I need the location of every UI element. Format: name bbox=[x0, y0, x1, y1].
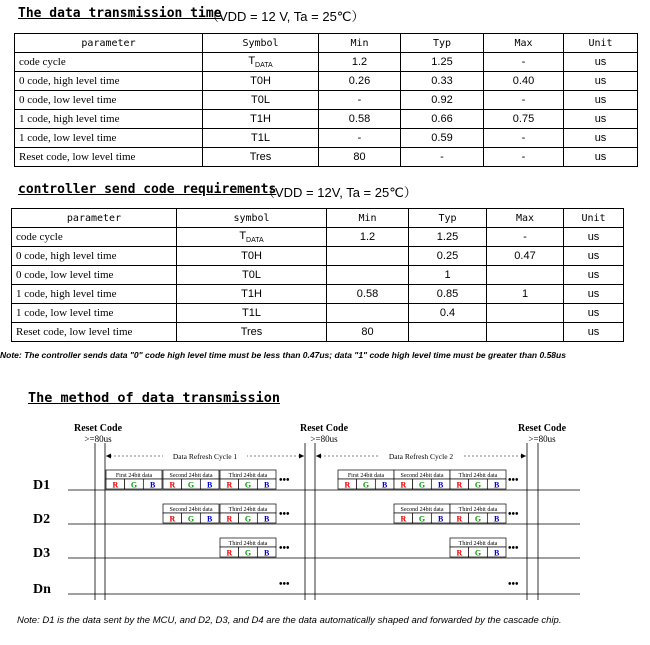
cell-symbol bbox=[203, 53, 319, 72]
cell-symbol: Tres bbox=[177, 323, 327, 342]
cell-typ: 0.85 bbox=[409, 285, 487, 304]
rgb-letter-g-2: G bbox=[244, 480, 252, 490]
line-label-d1: D1 bbox=[33, 478, 51, 493]
cell-min: 0.26 bbox=[319, 72, 401, 91]
cell-max: - bbox=[484, 129, 564, 148]
cell-max: 0.40 bbox=[484, 72, 564, 91]
table-row bbox=[12, 285, 624, 304]
column-header: Min bbox=[327, 209, 409, 228]
rgb-letter-g-11: G bbox=[474, 548, 482, 558]
rgb-letter-b-8: B bbox=[437, 514, 444, 524]
symbol-text: T bbox=[239, 229, 247, 242]
cell-unit: us bbox=[564, 148, 638, 167]
rgb-letter-g-7: G bbox=[244, 514, 252, 524]
table-row bbox=[15, 129, 638, 148]
rgb-letter-r-2: R bbox=[226, 480, 233, 490]
cycle-arrowhead-left-1 bbox=[106, 454, 111, 459]
reset-code-label-right: Reset Code bbox=[517, 423, 567, 434]
table-row bbox=[15, 53, 638, 72]
cell-typ: 0.66 bbox=[401, 110, 484, 129]
cell-typ bbox=[409, 323, 487, 342]
cell-typ: 1.25 bbox=[409, 228, 487, 247]
rgb-letter-b-5: B bbox=[493, 480, 500, 490]
rgb-letter-r-1: R bbox=[169, 480, 176, 490]
table-row bbox=[12, 266, 624, 285]
cell-min: - bbox=[319, 129, 401, 148]
symbol-subscript: DATA bbox=[246, 237, 264, 245]
line-label-d2: D2 bbox=[33, 512, 51, 527]
cell-unit: us bbox=[564, 228, 624, 247]
column-header: Unit bbox=[564, 34, 638, 53]
block-label-3: First 24bit data bbox=[347, 473, 385, 479]
cell-symbol: T1H bbox=[203, 110, 319, 129]
block-label-1: Second 24bit data bbox=[169, 473, 213, 479]
cell-max bbox=[487, 323, 564, 342]
block-label-8: Second 24bit data bbox=[400, 507, 444, 513]
cell-min bbox=[327, 304, 409, 323]
rgb-letter-r-8: R bbox=[400, 514, 407, 524]
table-row bbox=[12, 228, 624, 247]
cell-min: 0.58 bbox=[327, 285, 409, 304]
table-row bbox=[15, 72, 638, 91]
table-row bbox=[12, 247, 624, 266]
cell-symbol: T1L bbox=[177, 304, 327, 323]
cell-max: 0.47 bbox=[487, 247, 564, 266]
column-header: Max bbox=[484, 34, 564, 53]
reset-value-label-left: >=80us bbox=[84, 434, 112, 444]
table1-condition: （VDD = 12 V, Ta = 25℃） bbox=[206, 9, 365, 24]
column-header: symbol bbox=[177, 209, 327, 228]
continuation-dots-dn-b: ••• bbox=[508, 579, 519, 590]
cell-max: - bbox=[487, 228, 564, 247]
cell-param: 0 code, high level time bbox=[12, 247, 177, 266]
cell-typ: 0.92 bbox=[401, 91, 484, 110]
continuation-dots-d3-a: ••• bbox=[279, 543, 290, 554]
cell-max: 1 bbox=[487, 285, 564, 304]
cell-symbol: T0H bbox=[177, 247, 327, 266]
table1 bbox=[14, 33, 638, 167]
cell-typ: 0.33 bbox=[401, 72, 484, 91]
continuation-dots-d1-a: ••• bbox=[279, 475, 290, 486]
block-label-5: Third 24bit data bbox=[458, 473, 498, 479]
rgb-letter-r-11: R bbox=[456, 548, 463, 558]
rgb-letter-b-11: B bbox=[493, 548, 500, 558]
rgb-letter-g-10: G bbox=[244, 548, 252, 558]
timing-note: Note: The controller sends data "0" code high level time must be less than 0.47us; data "1" code high level time must be greater than 0.58us bbox=[0, 350, 566, 360]
cell-typ: 1.25 bbox=[401, 53, 484, 72]
continuation-dots-d2-a: ••• bbox=[279, 509, 290, 520]
rgb-letter-b-1: B bbox=[206, 480, 213, 490]
table-row bbox=[12, 304, 624, 323]
table-row bbox=[15, 91, 638, 110]
rgb-letter-r-7: R bbox=[226, 514, 233, 524]
cell-param: 1 code, high level time bbox=[15, 110, 203, 129]
symbol-text: T bbox=[248, 54, 256, 67]
cell-param: Reset code, low level time bbox=[12, 323, 177, 342]
cell-max bbox=[487, 304, 564, 323]
cell-param: 1 code, high level time bbox=[12, 285, 177, 304]
cell-min: 1.2 bbox=[327, 228, 409, 247]
rgb-letter-r-9: R bbox=[456, 514, 463, 524]
rgb-letter-g-5: G bbox=[474, 480, 482, 490]
reset-code-label-left: Reset Code bbox=[73, 423, 123, 434]
rgb-letter-g-6: G bbox=[187, 514, 195, 524]
line-label-d3: D3 bbox=[33, 546, 51, 561]
rgb-letter-g-4: G bbox=[418, 480, 426, 490]
rgb-letter-g-9: G bbox=[474, 514, 482, 524]
cell-unit: us bbox=[564, 285, 624, 304]
table2-condition: （VDD = 12V, Ta = 25℃） bbox=[262, 185, 417, 200]
cycle-arrowhead-left-2 bbox=[316, 454, 321, 459]
symbol-subscript: DATA bbox=[255, 62, 273, 70]
cell-min bbox=[327, 266, 409, 285]
block-label-0: First 24bit data bbox=[115, 473, 153, 479]
rgb-letter-b-3: B bbox=[381, 480, 388, 490]
cell-unit: us bbox=[564, 110, 638, 129]
table1-title: The data transmission time bbox=[18, 6, 222, 21]
cell-symbol: T1L bbox=[203, 129, 319, 148]
rgb-letter-b-4: B bbox=[437, 480, 444, 490]
reset-value-label-right: >=80us bbox=[528, 434, 556, 444]
cell-unit: us bbox=[564, 72, 638, 91]
cycle-arrowhead-right-1 bbox=[299, 454, 304, 459]
block-label-9: Third 24bit data bbox=[458, 507, 498, 513]
cell-param: 0 code, high level time bbox=[15, 72, 203, 91]
cell-typ: 0.59 bbox=[401, 129, 484, 148]
cell-symbol: T1H bbox=[177, 285, 327, 304]
cell-symbol: T0L bbox=[203, 91, 319, 110]
cycle-label-2: Data Refresh Cycle 2 bbox=[388, 452, 454, 461]
table2-title: controller send code requirements bbox=[18, 182, 277, 197]
table-row bbox=[15, 148, 638, 167]
column-header: parameter bbox=[12, 209, 177, 228]
reset-value-label-mid: >=80us bbox=[310, 434, 338, 444]
column-header: Typ bbox=[409, 209, 487, 228]
rgb-letter-b-7: B bbox=[263, 514, 270, 524]
block-label-2: Third 24bit data bbox=[228, 473, 268, 479]
cell-unit: us bbox=[564, 323, 624, 342]
cycle-arrowhead-right-2 bbox=[521, 454, 526, 459]
rgb-letter-r-6: R bbox=[169, 514, 176, 524]
transmission-diagram bbox=[0, 415, 650, 610]
cell-param: 0 code, low level time bbox=[15, 91, 203, 110]
rgb-letter-r-10: R bbox=[226, 548, 233, 558]
column-header: Typ bbox=[401, 34, 484, 53]
cell-param: Reset code, low level time bbox=[15, 148, 203, 167]
cell-typ: - bbox=[401, 148, 484, 167]
column-header: Unit bbox=[564, 209, 624, 228]
cell-max: - bbox=[484, 53, 564, 72]
cell-max: 0.75 bbox=[484, 110, 564, 129]
cycle-label-1: Data Refresh Cycle 1 bbox=[172, 452, 238, 461]
cell-max: - bbox=[484, 148, 564, 167]
block-label-11: Third 24bit data bbox=[458, 541, 498, 547]
continuation-dots-dn-a: ••• bbox=[279, 579, 290, 590]
cell-param: 0 code, low level time bbox=[12, 266, 177, 285]
rgb-letter-r-3: R bbox=[344, 480, 351, 490]
cell-unit: us bbox=[564, 91, 638, 110]
continuation-dots-d3-b: ••• bbox=[508, 543, 519, 554]
block-label-4: Second 24bit data bbox=[400, 473, 444, 479]
cell-typ: 1 bbox=[409, 266, 487, 285]
diagram-title: The method of data transmission bbox=[28, 390, 280, 406]
cell-typ: 0.4 bbox=[409, 304, 487, 323]
cell-unit: us bbox=[564, 53, 638, 72]
cell-min bbox=[327, 247, 409, 266]
cell-max: - bbox=[484, 91, 564, 110]
rgb-letter-b-0: B bbox=[149, 480, 156, 490]
cell-min: - bbox=[319, 91, 401, 110]
cell-symbol: Tres bbox=[203, 148, 319, 167]
rgb-letter-g-0: G bbox=[130, 480, 138, 490]
cell-unit: us bbox=[564, 304, 624, 323]
header-row bbox=[12, 209, 624, 228]
cell-min: 0.58 bbox=[319, 110, 401, 129]
rgb-letter-g-3: G bbox=[362, 480, 370, 490]
cell-param: 1 code, low level time bbox=[12, 304, 177, 323]
cell-symbol: T0H bbox=[203, 72, 319, 91]
cell-symbol: T0L bbox=[177, 266, 327, 285]
cell-unit: us bbox=[564, 266, 624, 285]
cell-unit: us bbox=[564, 247, 624, 266]
cell-min: 80 bbox=[319, 148, 401, 167]
table-row bbox=[12, 323, 624, 342]
rgb-letter-b-2: B bbox=[263, 480, 270, 490]
column-header: Max bbox=[487, 209, 564, 228]
cell-min: 80 bbox=[327, 323, 409, 342]
rgb-letter-g-8: G bbox=[418, 514, 426, 524]
cell-min: 1.2 bbox=[319, 53, 401, 72]
header-row bbox=[15, 34, 638, 53]
rgb-letter-r-0: R bbox=[112, 480, 119, 490]
reset-code-label-mid: Reset Code bbox=[299, 423, 349, 434]
column-header: Symbol bbox=[203, 34, 319, 53]
cell-param: code cycle bbox=[15, 53, 203, 72]
cascade-note: Note: D1 is the data sent by the MCU, and D2, D3, and D4 are the data automatically shaped and forwarded by the cascade chip. bbox=[17, 615, 562, 626]
rgb-letter-b-6: B bbox=[206, 514, 213, 524]
column-header: parameter bbox=[15, 34, 203, 53]
continuation-dots-d1-b: ••• bbox=[508, 475, 519, 486]
cell-typ: 0.25 bbox=[409, 247, 487, 266]
cell-max bbox=[487, 266, 564, 285]
rgb-letter-r-5: R bbox=[456, 480, 463, 490]
rgb-letter-r-4: R bbox=[400, 480, 407, 490]
rgb-letter-b-10: B bbox=[263, 548, 270, 558]
table2 bbox=[11, 208, 624, 342]
block-label-10: Third 24bit data bbox=[228, 541, 268, 547]
rgb-letter-b-9: B bbox=[493, 514, 500, 524]
block-label-6: Second 24bit data bbox=[169, 507, 213, 513]
cell-unit: us bbox=[564, 129, 638, 148]
block-label-7: Third 24bit data bbox=[228, 507, 268, 513]
rgb-letter-g-1: G bbox=[187, 480, 195, 490]
column-header: Min bbox=[319, 34, 401, 53]
cell-symbol bbox=[177, 228, 327, 247]
continuation-dots-d2-b: ••• bbox=[508, 509, 519, 520]
cell-param: code cycle bbox=[12, 228, 177, 247]
line-label-dn: Dn bbox=[33, 582, 51, 597]
cell-param: 1 code, low level time bbox=[15, 129, 203, 148]
table-row bbox=[15, 110, 638, 129]
